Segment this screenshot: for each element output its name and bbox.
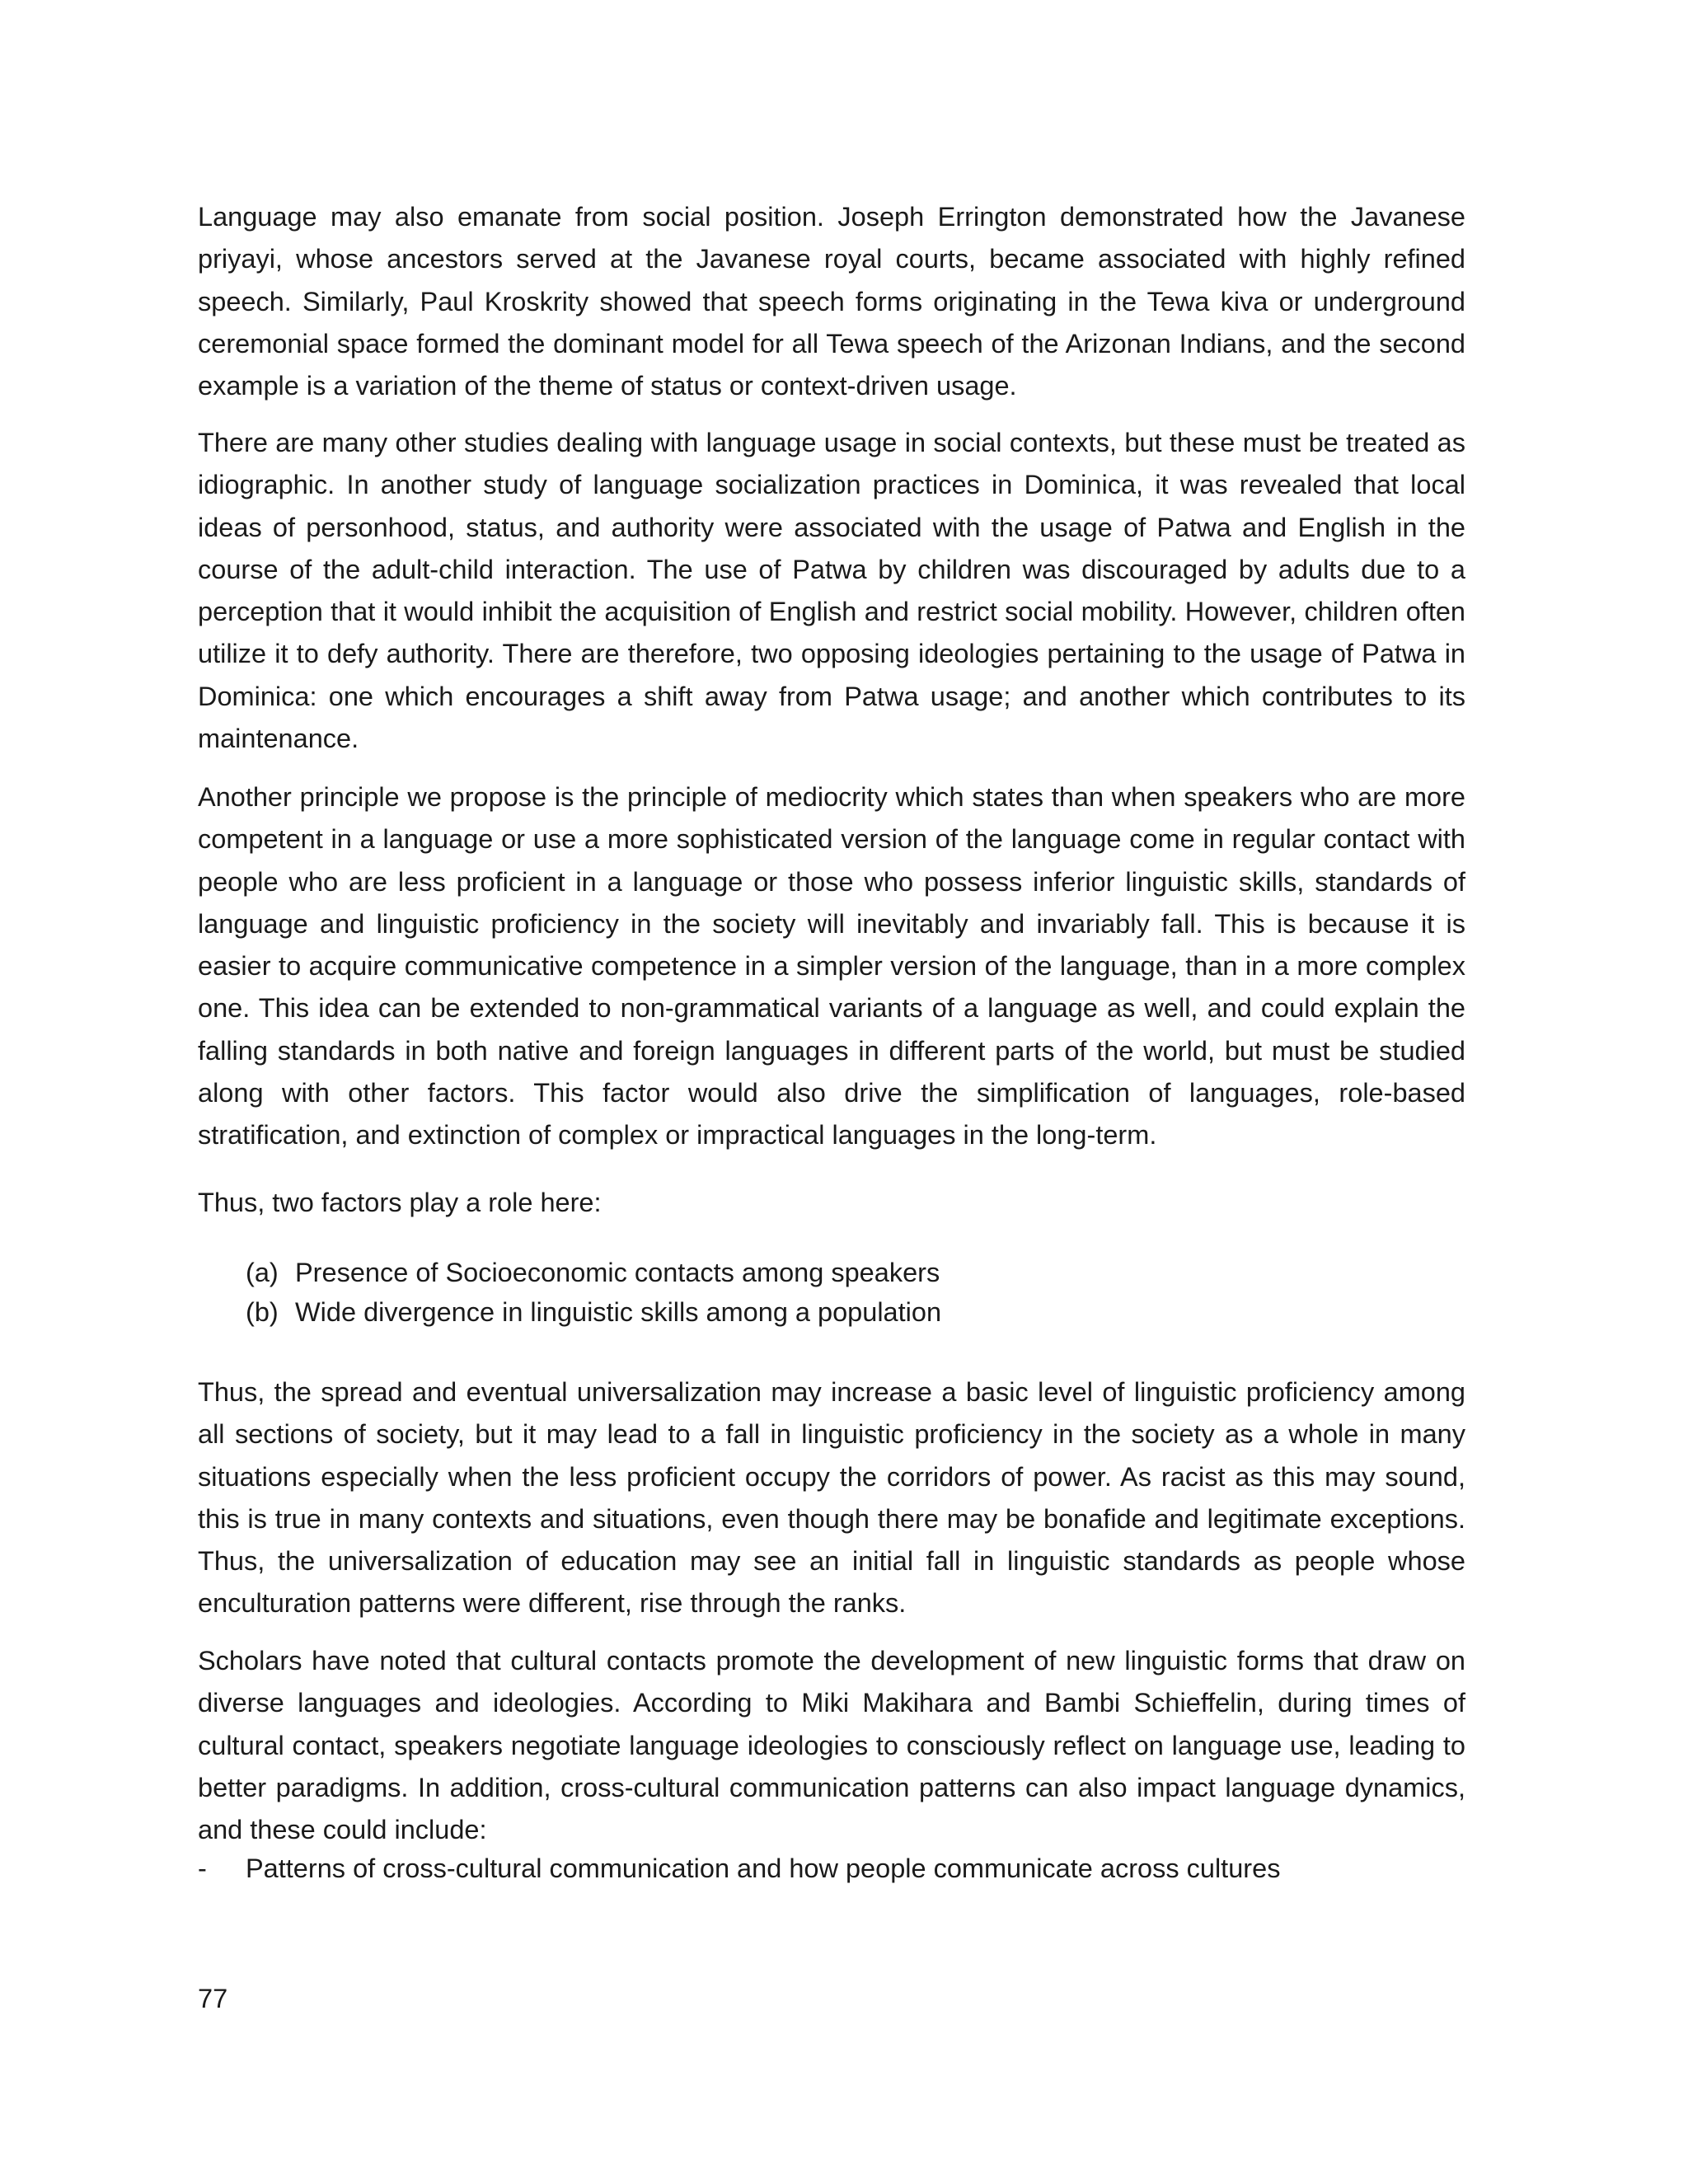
paragraph-language-usage-studies: There are many other studies dealing with language usage in social contexts, but these must be treated as idiographic. In another study of language socialization practices in Dominica, it was revealed that local ideas of personhood, status, and authority were associated with the usage of Patwa and English in the course of the adult-child interaction. The use of Patwa by children was discouraged by adults due to a perception that it would inhibit the acquisition of English and restrict social mobility. However, children often utilize it to defy authority. There are therefore, two opposing ideologies pertaining to the usage of Patwa in Dominica: one which encourages a shift away from Patwa usage; and another which contributes to its maintenance. bbox=[198, 428, 1465, 754]
paragraph-cultural-contacts: Scholars have noted that cultural contacts promote the development of new linguistic forms that draw on diverse languages and ideologies. According to Miki Makihara and Bambi Schieffelin, during times of cultural contact, speakers negotiate language ideologies to consciously reflect on language use, leading to better paradigms. In addition, cross-cultural communication patterns can also impact language dynamics, and these could include: bbox=[198, 1646, 1465, 1845]
paragraph-universalization: Thus, the spread and eventual universalization may increase a basic level of linguistic proficiency among all sections of society, but it may lead to a fall in linguistic proficiency in the society as a whole in many situations especially when the less proficient occupy the corridors of power. As racist as this may sound, this is true in many contexts and situations, even though there may be bonafide and legitimate exceptions. Thus, the universalization of education may see an initial fall in linguistic standards as people whose enculturation patterns were different, rise through the ranks. bbox=[198, 1377, 1465, 1619]
paragraph-social-position: Language may also emanate from social position. Joseph Errington demonstrated how the Javanese priyayi, whose ancestors served at the Javanese royal courts, became associated with highly refined speech. Similarly, Paul Kroskrity showed that speech forms originating in the Tewa kiva or underground ceremonial space formed the dominant model for all Tewa speech of the Arizonan Indians, and the second example is a variation of the theme of status or context-driven usage. bbox=[198, 202, 1465, 401]
list-item-text: Presence of Socioeconomic contacts among speakers bbox=[295, 1258, 940, 1287]
list-marker: (b) bbox=[246, 1297, 279, 1327]
page-number: 77 bbox=[198, 1984, 228, 2013]
paragraph-two-factors-intro: Thus, two factors play a role here: bbox=[198, 1188, 602, 1217]
list-item bbox=[246, 1253, 941, 1292]
list-item bbox=[246, 1292, 941, 1332]
cross-cultural-list bbox=[198, 1848, 1280, 1890]
list-item-text: Wide divergence in linguistic skills among a population bbox=[295, 1297, 942, 1327]
list-marker: (a) bbox=[246, 1258, 279, 1287]
paragraph-principle-of-mediocrity: Another principle we propose is the principle of mediocrity which states than when speakers who are more competent in a language or use a more sophisticated version of the language come in regular contact with people who are less proficient in a language or those who possess inferior linguistic skills, standards of language and linguistic proficiency in the society will inevitably and invariably fall. This is because it is easier to acquire communicative competence in a simpler version of the language, than in a more complex one. This idea can be extended to non-grammatical variants of a language as well, and could explain the falling standards in both native and foreign languages in different parts of the world, but must be studied along with other factors. This factor would also drive the simplification of languages, role-based stratification, and extinction of complex or impractical languages in the long-term. bbox=[198, 782, 1465, 1151]
list-marker: - bbox=[198, 1854, 207, 1883]
list-item bbox=[198, 1848, 1280, 1890]
list-item-text: Patterns of cross-cultural communication and how people communicate across cultures bbox=[246, 1854, 1281, 1883]
factors-list bbox=[246, 1253, 941, 1332]
